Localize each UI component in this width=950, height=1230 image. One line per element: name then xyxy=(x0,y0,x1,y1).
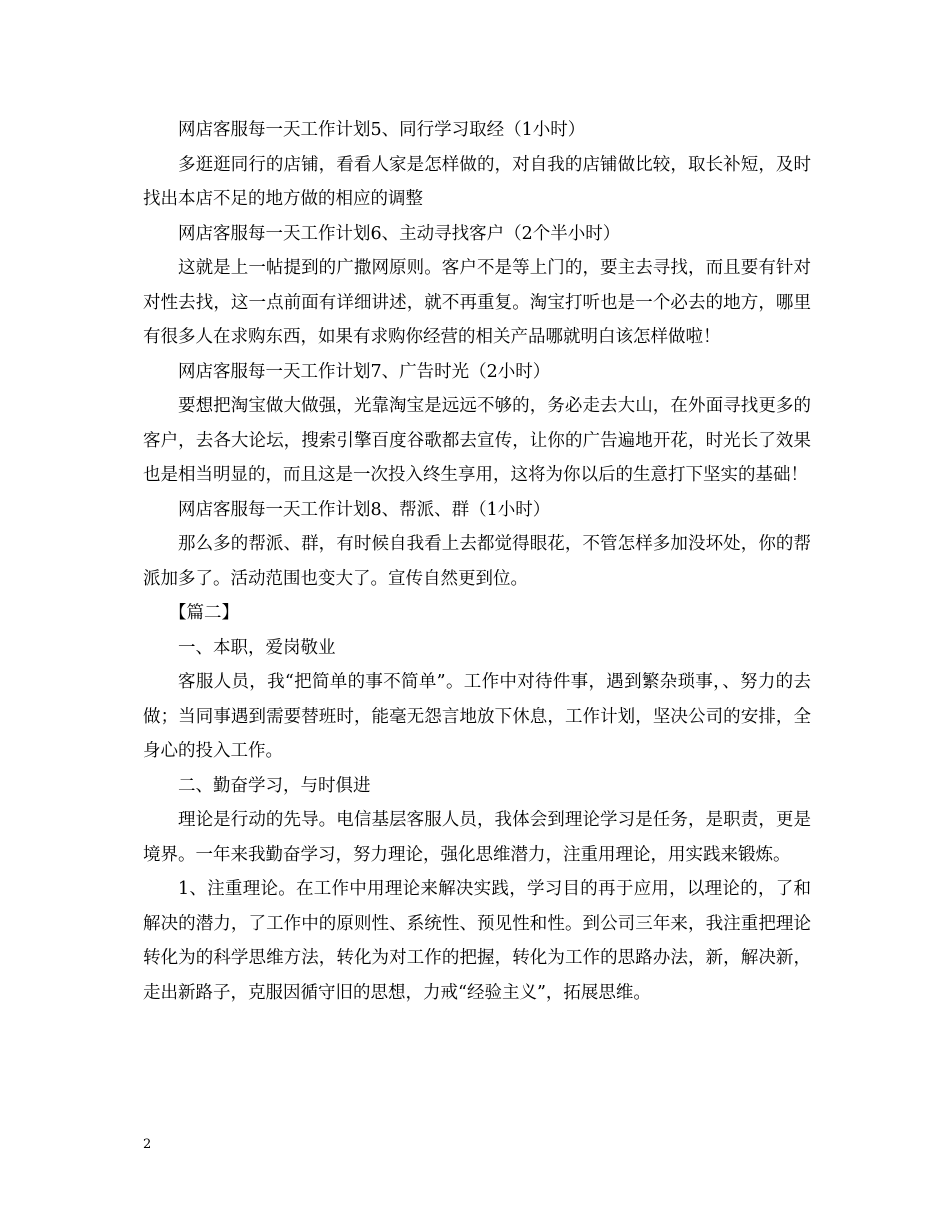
plan-item-5-heading: 网店客服每一天工作计划5、同行学习取经（1小时） xyxy=(178,120,586,140)
subsection-one-heading: 一、本职，爱岗敬业 xyxy=(178,637,336,658)
plan-item-8-heading: 网店客服每一天工作计划8、帮派、群（1小时） xyxy=(178,499,551,520)
subsection-two-point-one: 1、注重理论。在工作中用理论来解决实践，学习目的再于应用，以理论的，了和解决的潜力，了工作中的原则性、系统性、预见性和性。到公司三年来，我注重把理论转化为的科学思维方法，转化为对工作的把握，转化为工作的思路办法，新，解决新，走出新路子，克服因循守旧的思想，力戒“经验主义”，拓展思维。 xyxy=(143,879,811,1003)
plan-item-6-heading: 网店客服每一天工作计划6、主动寻找客户（2个半小时） xyxy=(178,223,621,244)
plan-item-7-body: 要想把淘宝做大做强，光靠淘宝是远远不够的，务必走去大山，在外面寻找更多的客户，去各大论坛，搜索引擎百度谷歌都去宣传，让你的广告遍地开花，时光长了效果也是相当明显的，而且这是一次投入终生享用，这将为你以后的生意打下坚实的基础！ xyxy=(143,396,811,485)
subsection-two-body: 理论是行动的先导。电信基层客服人员，我体会到理论学习是任务，是职责，更是境界。一年来我勤奋学习，努力理论，强化思维潜力，注重用理论，用实践来锻炼。 xyxy=(143,810,811,865)
document-page xyxy=(143,113,811,1010)
plan-item-6-body: 这就是上一帖提到的广撒网原则。客户不是等上门的，要主去寻找，而且要有针对对性去找，这一点前面有详细讲述，就不再重复。淘宝打听也是一个必去的地方，哪里有很多人在求购东西，如果有求购你经营的相关产品哪就明白该怎样做啦！ xyxy=(143,258,811,347)
section-two-heading: 【篇二】 xyxy=(169,603,239,623)
plan-item-5-body: 多逛逛同行的店铺，看看人家是怎样做的，对自我的店铺做比较，取长补短，及时找出本店不足的地方做的相应的调整 xyxy=(143,154,811,209)
plan-item-8-body: 那么多的帮派、群，有时候自我看上去都觉得眼花，不管怎样多加没坏处，你的帮派加多了。活动范围也变大了。宣传自然更到位。 xyxy=(143,534,811,589)
subsection-one-body: 客服人员，我“把简单的事不简单”。工作中对待件事，遇到繁杂琐事，、努力的去做；当同事遇到需要替班时，能毫无怨言地放下休息，工作计划，坚决公司的安排，全身心的投入工作。 xyxy=(143,672,811,761)
plan-item-7-heading: 网店客服每一天工作计划7、广告时光（2小时） xyxy=(178,361,551,382)
subsection-two-heading: 二、勤奋学习，与时俱进 xyxy=(178,775,371,796)
page-number: 2 xyxy=(143,1137,152,1152)
